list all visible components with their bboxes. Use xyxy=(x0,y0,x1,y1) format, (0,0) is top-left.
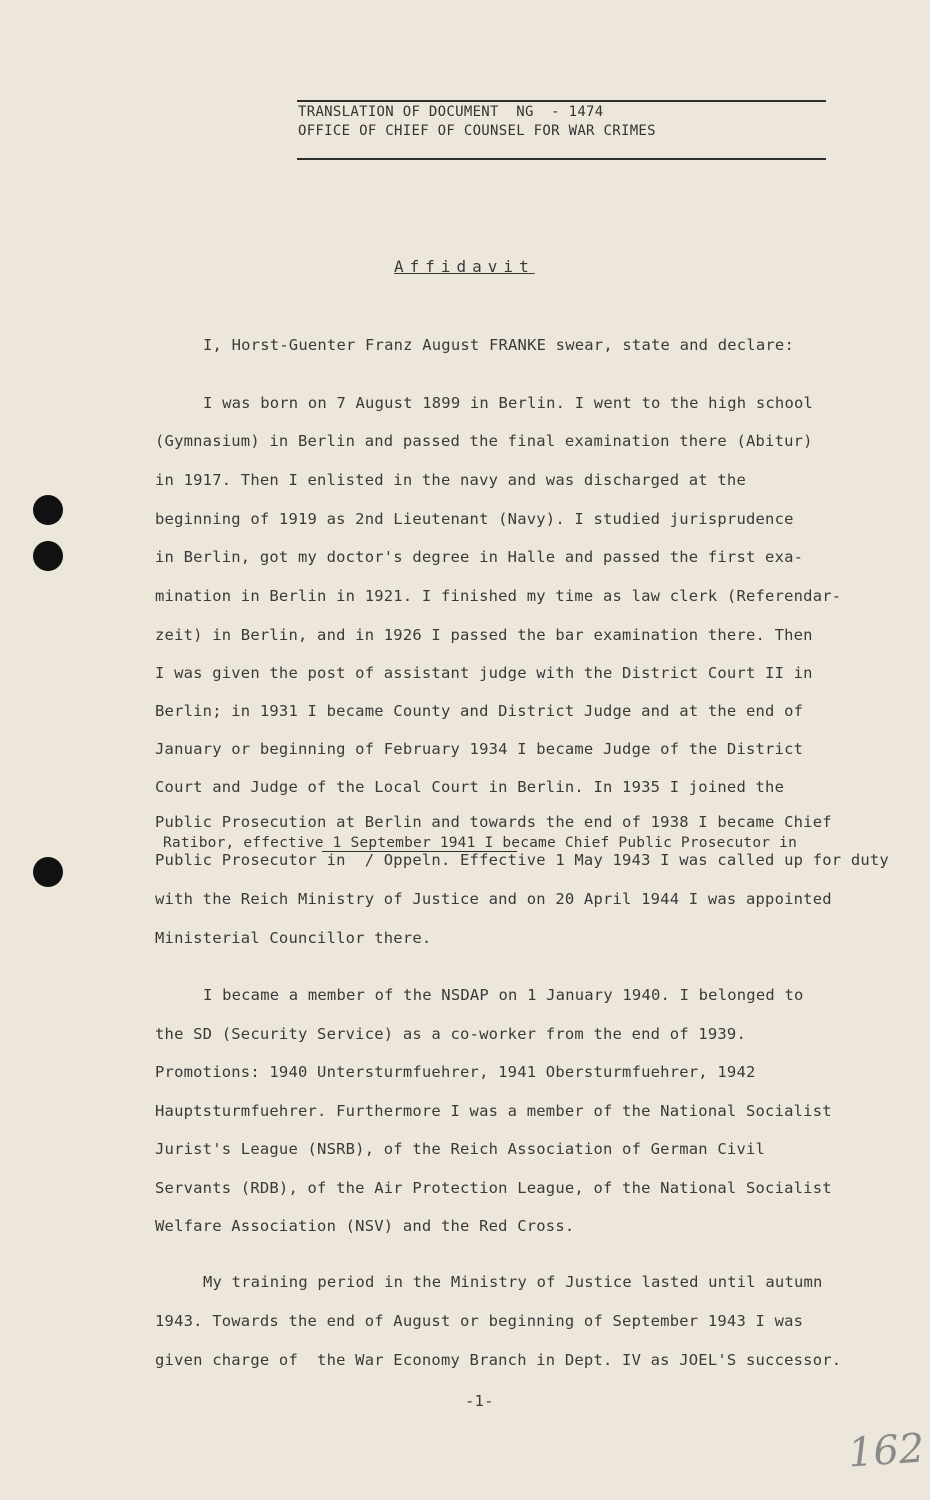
text-line: Promotions: 1940 Untersturmfuehrer, 1941 Obersturmfuehrer, 1942 xyxy=(155,1063,756,1081)
text-line: with the Reich Ministry of Justice and on 20 April 1944 I was appointed xyxy=(155,890,832,908)
inserted-correction-line: Ratibor, effective 1 September 1941 I became Chief Public Prosecutor in xyxy=(163,835,798,851)
header-line-2: OFFICE OF CHIEF OF COUNSEL FOR WAR CRIMES xyxy=(298,123,656,139)
text-line: I was given the post of assistant judge with the District Court II in xyxy=(155,664,813,682)
punch-hole xyxy=(33,541,63,571)
punch-hole xyxy=(33,857,63,887)
text-line: Welfare Association (NSV) and the Red Cross. xyxy=(155,1217,575,1235)
text-line: (Gymnasium) in Berlin and passed the final examination there (Abitur) xyxy=(155,432,813,450)
text-line: Jurist's League (NSRB), of the Reich Association of German Civil xyxy=(155,1140,766,1158)
text-line: given charge of the War Economy Branch in Dept. IV as JOEL'S successor. xyxy=(155,1351,842,1369)
handwritten-folio-number: 162 xyxy=(846,1425,926,1477)
text-line: beginning of 1919 as 2nd Lieutenant (Navy). I studied jurisprudence xyxy=(155,510,794,528)
header-top-rule xyxy=(297,100,826,102)
text-line: in 1917. Then I enlisted in the navy and was discharged at the xyxy=(155,471,746,489)
text-line: Berlin; in 1931 I became County and District Judge and at the end of xyxy=(155,702,804,720)
document-title: Affidavit xyxy=(394,257,535,276)
text-line: I became a member of the NSDAP on 1 January 1940. I belonged to xyxy=(203,986,804,1004)
text-line: in Berlin, got my doctor's degree in Halle and passed the first exa- xyxy=(155,548,804,566)
punch-hole xyxy=(33,495,63,525)
text-line: 1943. Towards the end of August or beginning of September 1943 I was xyxy=(155,1312,804,1330)
text-line: Public Prosecutor in / Oppeln. Effective 1 May 1943 I was called up for duty xyxy=(155,851,889,869)
text-line: Court and Judge of the Local Court in Berlin. In 1935 I joined the xyxy=(155,778,785,796)
page-number: -1- xyxy=(465,1392,494,1410)
text-line: zeit) in Berlin, and in 1926 I passed the bar examination there. Then xyxy=(155,626,813,644)
text-line: the SD (Security Service) as a co-worker from the end of 1939. xyxy=(155,1025,746,1043)
header-bottom-rule xyxy=(297,158,826,160)
text-line: January or beginning of February 1934 I became Judge of the District xyxy=(155,740,804,758)
text-line: mination in Berlin in 1921. I finished my time as law clerk (Referendar- xyxy=(155,587,842,605)
intro-line: I, Horst-Guenter Franz August FRANKE swear, state and declare: xyxy=(203,336,794,354)
text-line: Public Prosecution at Berlin and towards the end of 1938 I became Chief xyxy=(155,813,832,831)
text-line: I was born on 7 August 1899 in Berlin. I went to the high school xyxy=(203,394,814,412)
text-line: My training period in the Ministry of Justice lasted until autumn xyxy=(203,1273,823,1291)
text-line: Hauptsturmfuehrer. Furthermore I was a member of the National Socialist xyxy=(155,1102,832,1120)
header-line-1: TRANSLATION OF DOCUMENT NG - 1474 xyxy=(298,104,604,120)
text-line: Ministerial Councillor there. xyxy=(155,929,432,947)
text-line: Servants (RDB), of the Air Protection League, of the National Socialist xyxy=(155,1179,832,1197)
